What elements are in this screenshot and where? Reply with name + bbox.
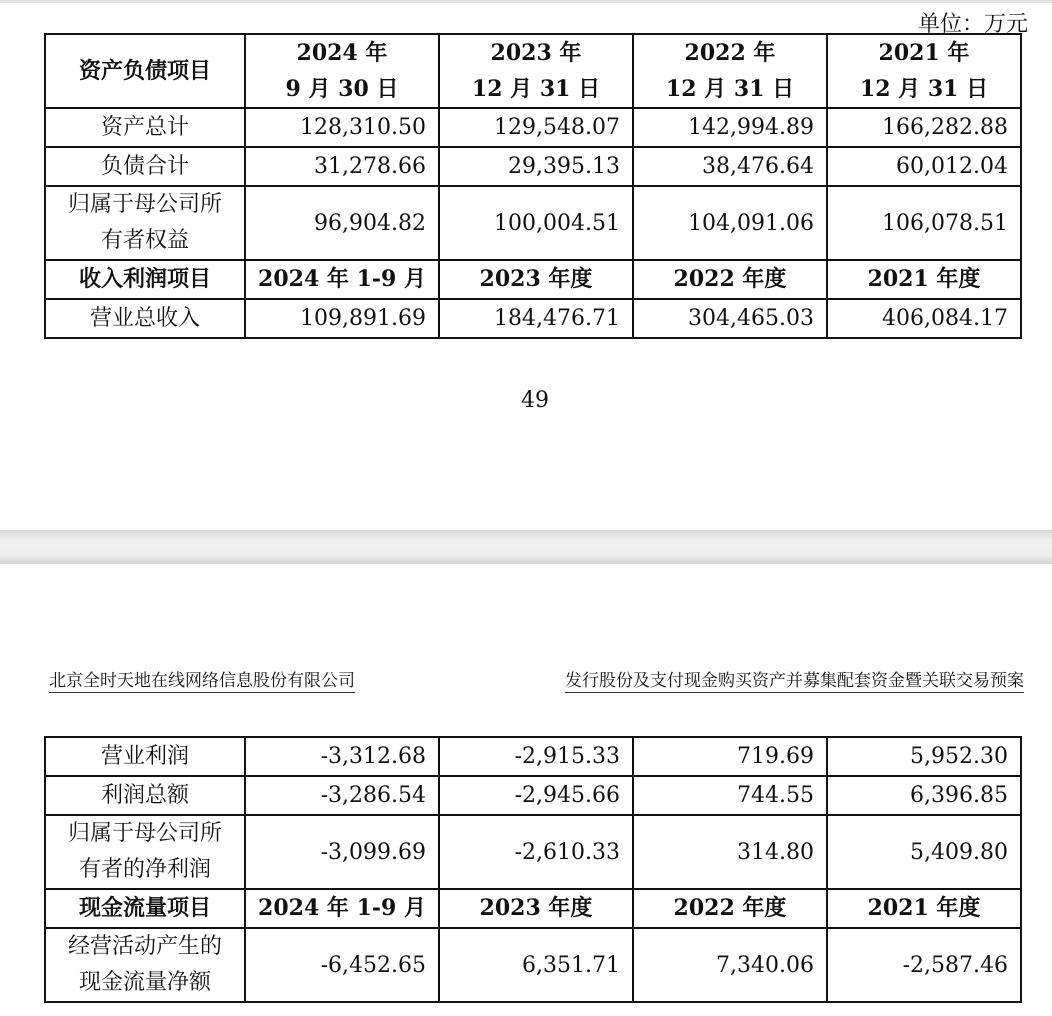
section-period-cell: 2024 年 1-9 月 (245, 260, 439, 299)
row-label-line1: 归属于母公司所 (67, 821, 222, 846)
value-cell: -2,587.46 (827, 928, 1021, 1002)
header-period-cell (633, 34, 827, 108)
value-cell: 31,278.66 (245, 147, 439, 186)
row-label (45, 815, 245, 889)
table-row (45, 928, 1021, 1002)
value-cell: -2,915.33 (439, 737, 633, 776)
period-line1: 2024 年 (296, 40, 388, 66)
value-cell: 7,340.06 (633, 928, 827, 1002)
row-label: 利润总额 (45, 776, 245, 815)
value-cell: 100,004.51 (439, 186, 633, 260)
value-cell: 314.80 (633, 815, 827, 889)
value-cell: 6,351.71 (439, 928, 633, 1002)
value-cell: 304,465.03 (633, 299, 827, 338)
header-period-cell (439, 34, 633, 108)
section-period-cell: 2021 年度 (827, 260, 1021, 299)
table-row (45, 776, 1021, 815)
value-cell: -3,286.54 (245, 776, 439, 815)
period-line1: 2021 年 (878, 40, 970, 66)
row-label-line2: 有者的净利润 (78, 857, 211, 882)
document-page-49 (0, 3, 1052, 530)
page-number: 49 (521, 388, 549, 413)
value-cell: 5,952.30 (827, 737, 1021, 776)
value-cell: 166,282.88 (827, 108, 1021, 147)
row-label (45, 186, 245, 260)
running-header-company: 北京全时天地在线网络信息股份有限公司 (49, 666, 355, 693)
row-label: 营业利润 (45, 737, 245, 776)
value-cell: -3,099.69 (245, 815, 439, 889)
value-cell: 38,476.64 (633, 147, 827, 186)
financial-summary-table-part1 (44, 33, 1022, 339)
row-label-line1: 归属于母公司所 (67, 192, 222, 217)
period-line2: 12 月 31 日 (665, 76, 795, 102)
balance-header-row (45, 34, 1021, 108)
value-cell: 406,084.17 (827, 299, 1021, 338)
value-cell: 106,078.51 (827, 186, 1021, 260)
unit-label: 单位：万元 (917, 12, 1028, 37)
value-cell: 96,904.82 (245, 186, 439, 260)
value-cell: -2,945.66 (439, 776, 633, 815)
value-cell: 60,012.04 (827, 147, 1021, 186)
value-cell: -3,312.68 (245, 737, 439, 776)
header-period-cell (245, 34, 439, 108)
period-line1: 2022 年 (684, 40, 776, 66)
table-row (45, 299, 1021, 338)
financial-summary-table-part2 (44, 736, 1022, 1003)
header-label-cell: 资产负债项目 (45, 34, 245, 108)
value-cell: 128,310.50 (245, 108, 439, 147)
section-period-cell: 2022 年度 (633, 889, 827, 928)
section-label-cell: 现金流量项目 (45, 889, 245, 928)
table-row (45, 815, 1021, 889)
document-page-50 (0, 564, 1052, 1016)
value-cell: -6,452.65 (245, 928, 439, 1002)
table-row (45, 737, 1021, 776)
section-period-cell: 2024 年 1-9 月 (245, 889, 439, 928)
value-cell: 109,891.69 (245, 299, 439, 338)
section-label-cell: 收入利润项目 (45, 260, 245, 299)
table-row (45, 108, 1021, 147)
table-row (45, 186, 1021, 260)
section-period-cell: 2023 年度 (439, 889, 633, 928)
row-label: 营业总收入 (45, 299, 245, 338)
row-label: 资产总计 (45, 108, 245, 147)
row-label-line1: 经营活动产生的 (67, 934, 222, 959)
cashflow-header-row (45, 889, 1021, 928)
period-line2: 12 月 31 日 (471, 76, 601, 102)
value-cell: 6,396.85 (827, 776, 1021, 815)
page-separator (0, 530, 1052, 564)
value-cell: 5,409.80 (827, 815, 1021, 889)
row-label (45, 928, 245, 1002)
income-header-row (45, 260, 1021, 299)
value-cell: 129,548.07 (439, 108, 633, 147)
header-period-cell (827, 34, 1021, 108)
value-cell: 184,476.71 (439, 299, 633, 338)
row-label-line2: 现金流量净额 (78, 970, 211, 995)
row-label: 负债合计 (45, 147, 245, 186)
value-cell: 744.55 (633, 776, 827, 815)
period-line2: 9 月 30 日 (285, 76, 399, 102)
section-period-cell: 2022 年度 (633, 260, 827, 299)
period-line1: 2023 年 (490, 40, 582, 66)
period-line2: 12 月 31 日 (859, 76, 989, 102)
section-period-cell: 2021 年度 (827, 889, 1021, 928)
value-cell: 142,994.89 (633, 108, 827, 147)
table-row (45, 147, 1021, 186)
value-cell: 29,395.13 (439, 147, 633, 186)
row-label-line2: 有者权益 (100, 228, 189, 253)
value-cell: 719.69 (633, 737, 827, 776)
section-period-cell: 2023 年度 (439, 260, 633, 299)
value-cell: 104,091.06 (633, 186, 827, 260)
value-cell: -2,610.33 (439, 815, 633, 889)
running-header-document: 发行股份及支付现金购买资产并募集配套资金暨关联交易预案 (565, 666, 1024, 693)
